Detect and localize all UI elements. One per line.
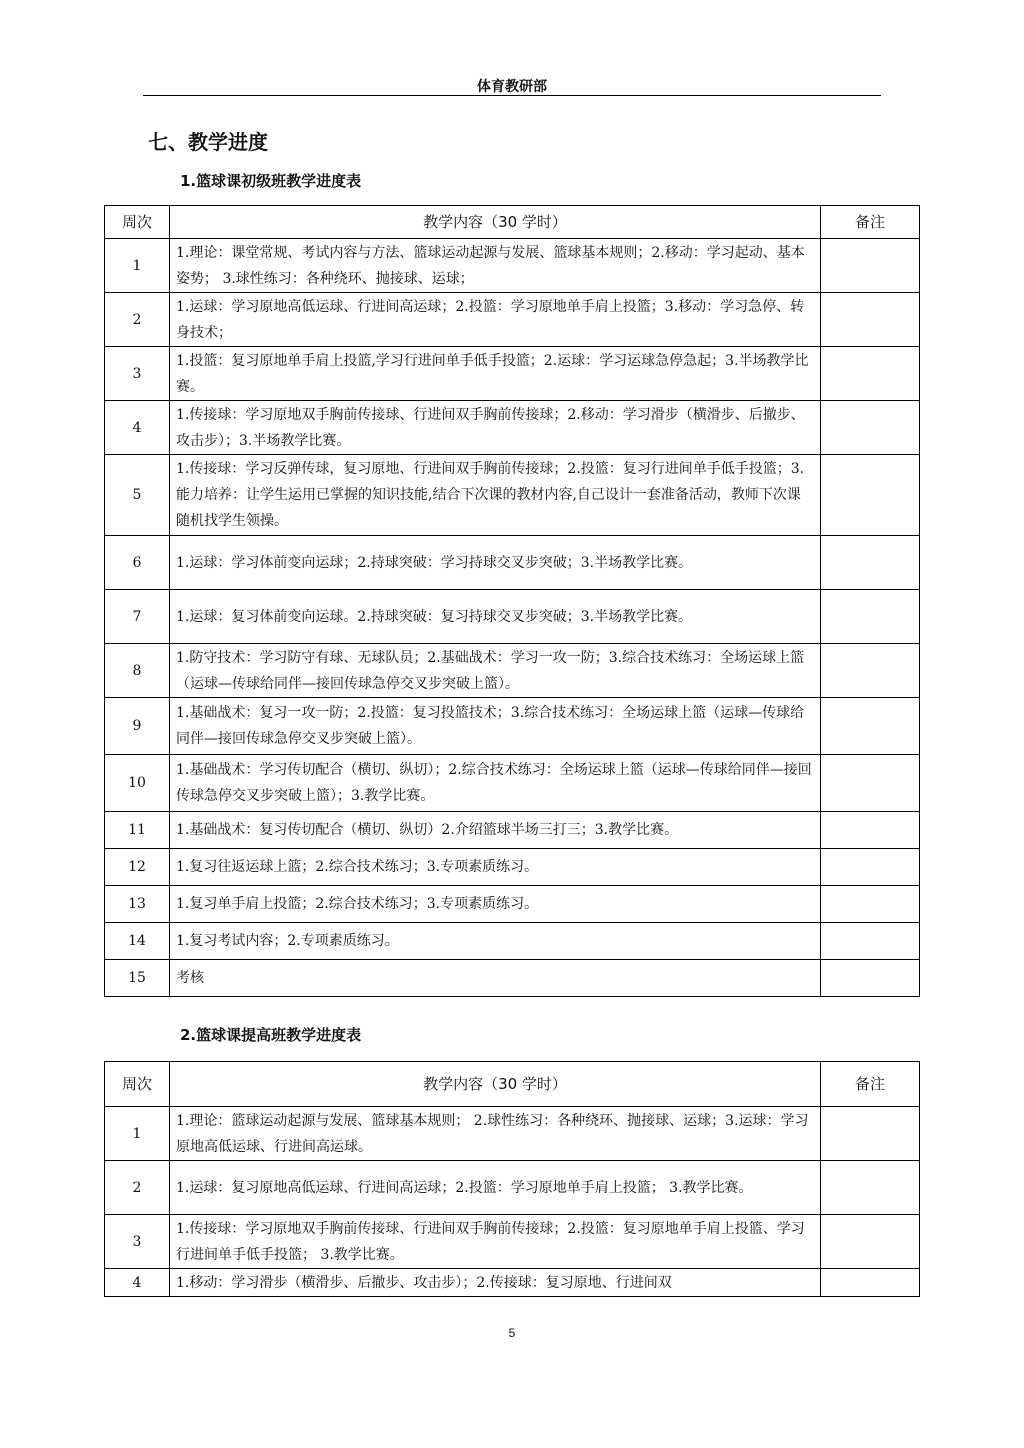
note-cell bbox=[821, 698, 920, 755]
week-cell: 5 bbox=[105, 455, 170, 536]
note-cell bbox=[821, 1269, 920, 1297]
week-cell: 7 bbox=[105, 590, 170, 644]
note-cell bbox=[821, 923, 920, 960]
table-row bbox=[105, 849, 920, 886]
table-row bbox=[105, 1269, 920, 1297]
week-cell: 12 bbox=[105, 849, 170, 886]
table-row bbox=[105, 644, 920, 698]
table-row bbox=[105, 1107, 920, 1161]
table-row bbox=[105, 755, 920, 812]
week-cell: 10 bbox=[105, 755, 170, 812]
content-cell: 1.运球：学习原地高低运球、行进间高运球；2.投篮：学习原地单手肩上投篮；3.移动：学习急停、转身技术； bbox=[170, 293, 821, 347]
content-cell: 1.复习往返运球上篮；2.综合技术练习；3.专项素质练习。 bbox=[170, 849, 821, 886]
table-row bbox=[105, 536, 920, 590]
note-cell bbox=[821, 812, 920, 849]
note-cell bbox=[821, 536, 920, 590]
week-cell: 13 bbox=[105, 886, 170, 923]
note-cell bbox=[821, 1215, 920, 1269]
note-cell bbox=[821, 755, 920, 812]
table-row bbox=[105, 401, 920, 455]
section-heading: 七、教学进度 bbox=[148, 130, 268, 154]
column-header-note: 备注 bbox=[821, 206, 920, 239]
note-cell bbox=[821, 644, 920, 698]
note-cell bbox=[821, 886, 920, 923]
column-header-content: 教学内容（30 学时） bbox=[170, 1062, 821, 1107]
table2 bbox=[104, 1061, 920, 1297]
content-cell: 1.基础战术：学习传切配合（横切、纵切）；2.综合技术练习：全场运球上篮（运球—传球给同伴—接回传球急停交叉步突破上篮）；3.教学比赛。 bbox=[170, 755, 821, 812]
content-cell: 1.传接球：学习原地双手胸前传接球、行进间双手胸前传接球；2.移动：学习滑步（横滑步、后撤步、攻击步）；3.半场教学比赛。 bbox=[170, 401, 821, 455]
header-rule bbox=[143, 95, 881, 96]
table-row bbox=[105, 698, 920, 755]
week-cell: 8 bbox=[105, 644, 170, 698]
table-row bbox=[105, 455, 920, 536]
week-cell: 4 bbox=[105, 1269, 170, 1297]
week-cell: 4 bbox=[105, 401, 170, 455]
content-cell: 1.复习考试内容；2.专项素质练习。 bbox=[170, 923, 821, 960]
content-cell: 1.理论：篮球运动起源与发展、篮球基本规则； 2.球性练习：各种绕环、抛接球、运球；3.运球：学习原地高低运球、行进间高运球。 bbox=[170, 1107, 821, 1161]
content-cell: 1.传接球：学习原地双手胸前传接球、行进间双手胸前传接球；2.投篮：复习原地单手肩上投篮、学习行进间单手低手投篮； 3.教学比赛。 bbox=[170, 1215, 821, 1269]
week-cell: 11 bbox=[105, 812, 170, 849]
note-cell bbox=[821, 1161, 920, 1215]
table1-body bbox=[105, 239, 920, 997]
content-cell: 1.运球：学习体前变向运球；2.持球突破：学习持球交叉步突破；3.半场教学比赛。 bbox=[170, 536, 821, 590]
table1 bbox=[104, 205, 920, 997]
week-cell: 15 bbox=[105, 960, 170, 997]
table2-caption: 2.篮球课提高班教学进度表 bbox=[180, 1026, 362, 1044]
table2-body bbox=[105, 1107, 920, 1297]
table-row bbox=[105, 923, 920, 960]
week-cell: 3 bbox=[105, 1215, 170, 1269]
content-cell: 1.传接球：学习反弹传球，复习原地、行进间双手胸前传接球；2.投篮：复习行进间单手低手投篮；3.能力培养：让学生运用已掌握的知识技能,结合下次课的教材内容,自己设计一套准备活动，教师下次课随机找学生领操。 bbox=[170, 455, 821, 536]
table-row bbox=[105, 1161, 920, 1215]
column-header-week: 周次 bbox=[105, 206, 170, 239]
week-cell: 9 bbox=[105, 698, 170, 755]
week-cell: 1 bbox=[105, 1107, 170, 1161]
note-cell bbox=[821, 239, 920, 293]
note-cell bbox=[821, 849, 920, 886]
week-cell: 3 bbox=[105, 347, 170, 401]
note-cell bbox=[821, 590, 920, 644]
column-header-week: 周次 bbox=[105, 1062, 170, 1107]
note-cell bbox=[821, 960, 920, 997]
week-cell: 6 bbox=[105, 536, 170, 590]
content-cell: 1.基础战术：复习一攻一防；2.投篮：复习投篮技术；3.综合技术练习：全场运球上篮（运球—传球给同伴—接回传球急停交叉步突破上篮）。 bbox=[170, 698, 821, 755]
content-cell: 1.防守技术：学习防守有球、无球队员；2.基础战术：学习一攻一防；3.综合技术练习：全场运球上篮（运球—传球给同伴—接回传球急停交叉步突破上篮）。 bbox=[170, 644, 821, 698]
column-header-note: 备注 bbox=[821, 1062, 920, 1107]
note-cell bbox=[821, 1107, 920, 1161]
content-cell: 1.运球：复习体前变向运球。2.持球突破：复习持球交叉步突破；3.半场教学比赛。 bbox=[170, 590, 821, 644]
note-cell bbox=[821, 293, 920, 347]
content-cell: 1.复习单手肩上投篮；2.综合技术练习；3.专项素质练习。 bbox=[170, 886, 821, 923]
table-row bbox=[105, 347, 920, 401]
note-cell bbox=[821, 401, 920, 455]
content-cell: 1.基础战术：复习传切配合（横切、纵切）2.介绍篮球半场三打三；3.教学比赛。 bbox=[170, 812, 821, 849]
column-header-content: 教学内容（30 学时） bbox=[170, 206, 821, 239]
table-row bbox=[105, 590, 920, 644]
table-row bbox=[105, 1215, 920, 1269]
week-cell: 2 bbox=[105, 1161, 170, 1215]
page-number: 5 bbox=[508, 1326, 516, 1340]
table-row bbox=[105, 886, 920, 923]
note-cell bbox=[821, 455, 920, 536]
table-row bbox=[105, 812, 920, 849]
content-cell: 考核 bbox=[170, 960, 821, 997]
content-cell: 1.移动：学习滑步（横滑步、后撤步、攻击步）；2.传接球：复习原地、行进间双 bbox=[170, 1269, 821, 1297]
content-cell: 1.运球：复习原地高低运球、行进间高运球；2.投篮：学习原地单手肩上投篮； 3.教学比赛。 bbox=[170, 1161, 821, 1215]
content-cell: 1.投篮：复习原地单手肩上投篮,学习行进间单手低手投篮；2.运球：学习运球急停急起；3.半场教学比赛。 bbox=[170, 347, 821, 401]
week-cell: 14 bbox=[105, 923, 170, 960]
note-cell bbox=[821, 347, 920, 401]
table-row bbox=[105, 293, 920, 347]
table-row bbox=[105, 960, 920, 997]
week-cell: 2 bbox=[105, 293, 170, 347]
content-cell: 1.理论：课堂常规、考试内容与方法、篮球运动起源与发展、篮球基本规则；2.移动：学习起动、基本姿势； 3.球性练习：各种绕环、抛接球、运球； bbox=[170, 239, 821, 293]
table1-caption: 1.篮球课初级班教学进度表 bbox=[180, 172, 362, 190]
week-cell: 1 bbox=[105, 239, 170, 293]
table-row bbox=[105, 239, 920, 293]
header-title: 体育教研部 bbox=[477, 79, 547, 95]
